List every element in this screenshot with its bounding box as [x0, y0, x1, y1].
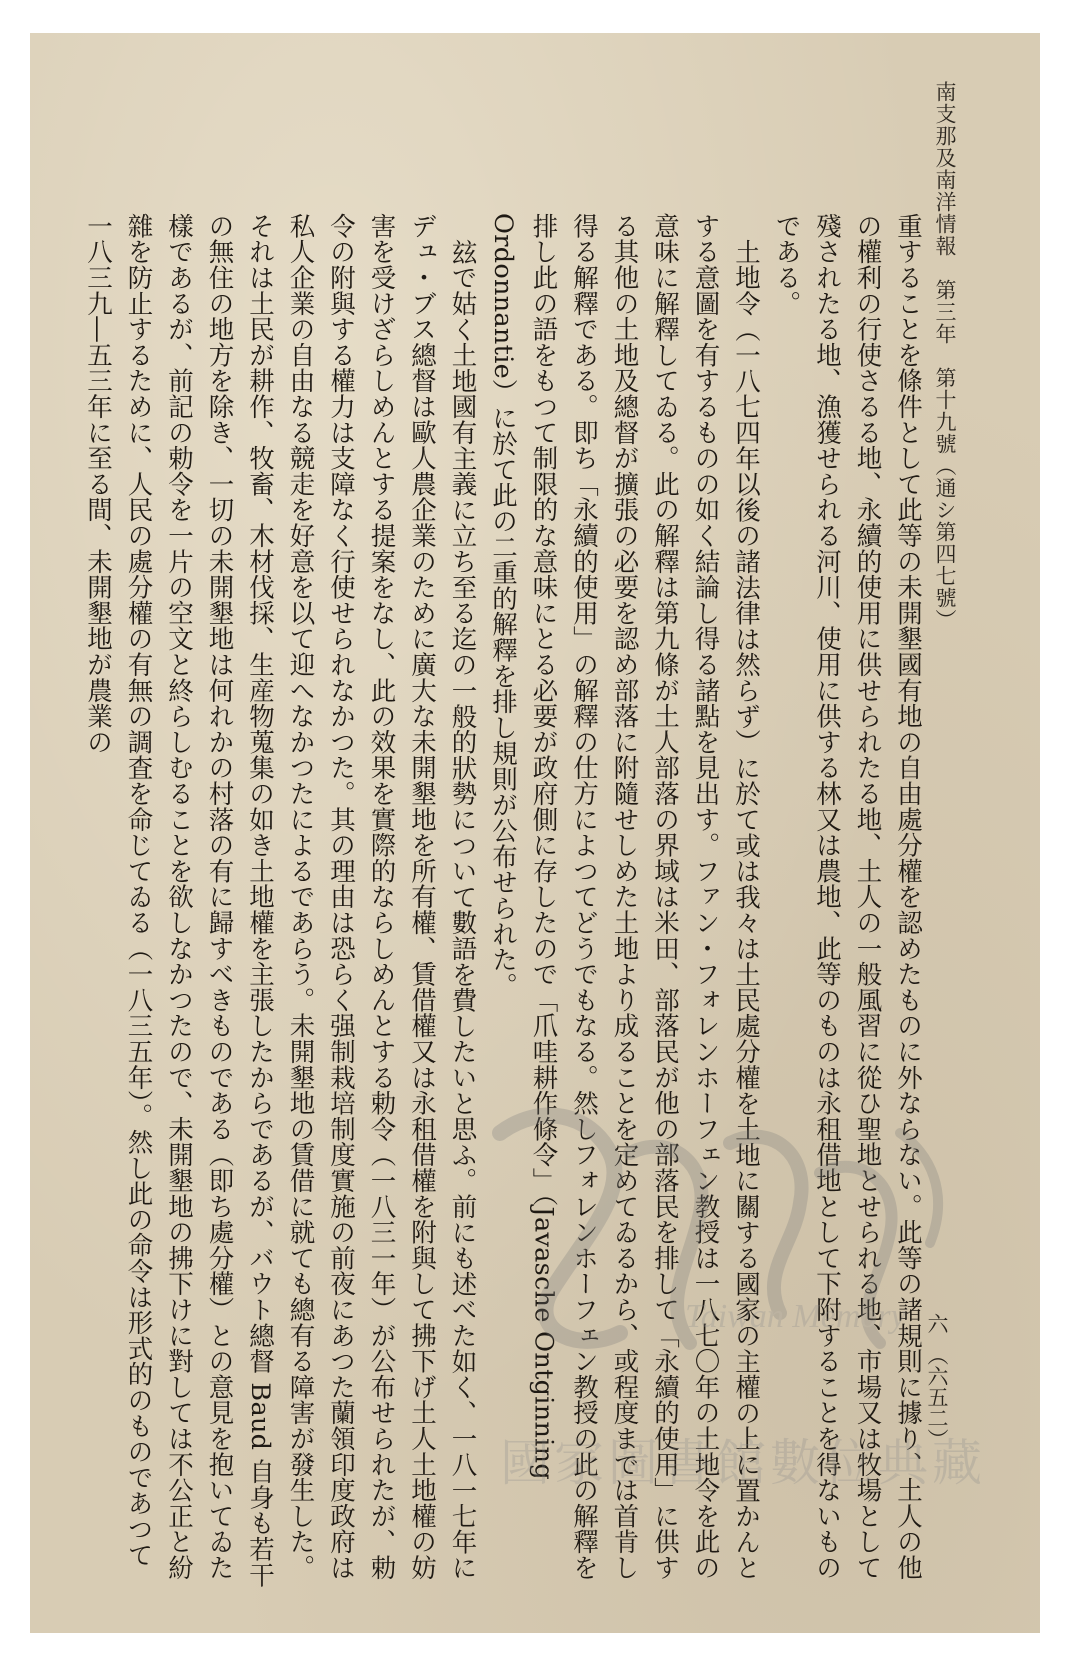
scanned-page — [30, 33, 1040, 1633]
running-header: 南支那及南洋情報 第三年 第十九號（通シ第四七號） — [933, 81, 957, 631]
paragraph: 重することを條件として此等の未開墾國有地の自由處分權を認めたものに外ならない。此等の諸規則に據り、土人の他の權利の行使さるる地、永續的使用に供せられたる地、土人の一般風習に從ひ聖地とせられる地、市場又は牧場として殘されたる地、漁獲せられる河川、使用に供する林又は農地、此等のものは永租借地として下附することを得ないものである。 — [771, 213, 923, 1581]
watermark-english: Taiwan Memory — [685, 1298, 906, 1335]
body-text — [78, 213, 929, 1593]
page-number: 六 （六五二） — [925, 1313, 949, 1450]
watermark-caption: 國家圖書館數位典藏 — [500, 1434, 986, 1492]
paragraph: 玆で姑く土地國有主義に立ち至る迄の一般的狀勢について數語を費したいと思ふ。前にも述べた如く、一八一七年にデュ・ブス總督は歐人農企業のために廣大な未開墾地を所有權、賃借權又は永租借權を附與して拂下げ土人土地權の妨害を受けざらしめんとする提案をなし、此の效果を實際的ならしめんとする勅令（一八三一年）が公布せられたが、勅令の附與する權力は支障なく行使せられなかつた。其の理由は恐らく强制栽培制度實施の前夜にあつた蘭領印度政府は私人企業の自由なる競走を好意を以て迎へなかつたによるであらう。未開墾地の賃借に就ても總有る障害が發生した。それは土民が耕作、牧畜、木材伐採、生産物蒐集の如き土地權を主張したからであるが、バウト總督 Baud 自身も若干の無住の地方を除き、一切の未開墾地は何れかの村落の有に歸すべきものである（即ち處分權）との意見を抱いてゐた樣であるが、前記の勅令を一片の空文と終らしむることを欲しなかつたので、未開墾地の拂下けに對しては不公正と紛雜を防止するために、人民の處分權の有無の調査を命じてゐる（一八三五年）。然し此の命令は形式的のものであつて一八三九―五三年に至る間、未開墾地が農業の — [83, 213, 478, 1588]
paragraph: 土地令（一八七四年以後の諸法律は然らず）に於て或は我々は土民處分權を土地に關する國家の主權の上に置かんとする意圖を有するものの如く結論し得る諸點を見出す。ファン・フォレンホーフェン教授は一八七〇年の土地令を此の意味に解釋してゐる。此の解釋は第九條が土人部落の界域は米田、部落民が他の部落民を排して「永續的使用」に供する其他の土地及總督が擴張の必要を認め部落に附隨せしめた土地より成ることを定めてゐるから、或程度までは首肯し得る解釋である。即ち「永續的使用」の解釋の仕方によつてどうでもなる。然しフォレンホーフェン教授の此の解釋を排し此の語をもつて制限的な意味にとる必要が政府側に存したので「爪哇耕作條令」（Javasche Ontginning Ordonnantie）に於て此の二重的解釋を排し規則が公布せられた。 — [488, 213, 761, 1581]
